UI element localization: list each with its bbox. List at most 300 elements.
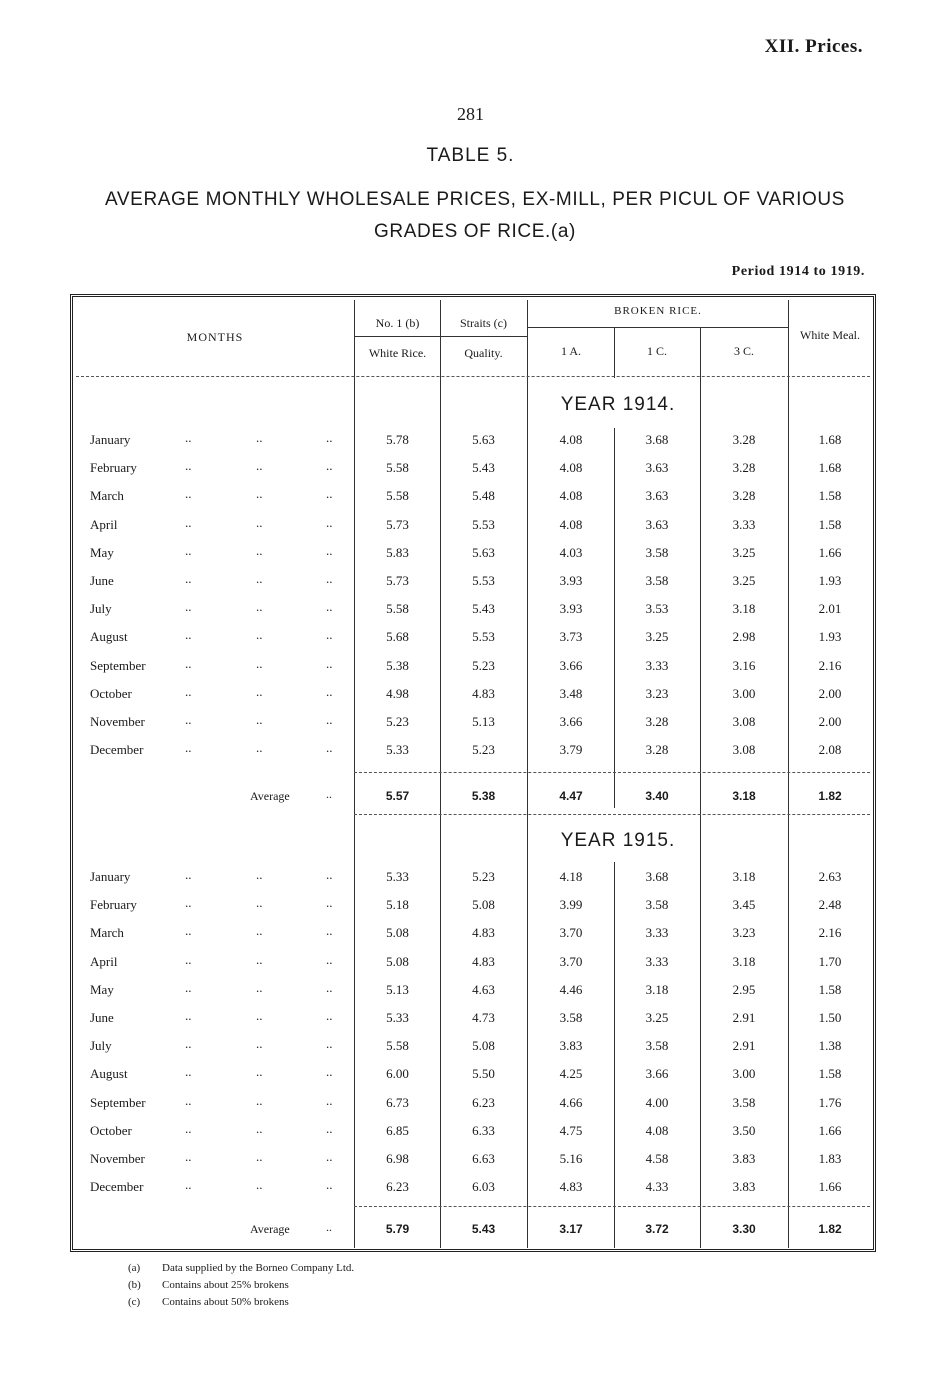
price-cell: 4.66 xyxy=(559,1095,583,1110)
price-cell: 3.16 xyxy=(732,658,756,673)
leader-dots: .. xyxy=(326,1149,333,1164)
average-cell: 5.57 xyxy=(385,789,410,803)
leader-dots: .. xyxy=(326,486,333,501)
month-label: December xyxy=(90,742,144,757)
leader-dots: .. xyxy=(185,571,192,586)
broken-rice-rule xyxy=(527,327,788,328)
price-cell: 1.83 xyxy=(818,1151,842,1166)
leader-dots: .. xyxy=(185,952,192,967)
price-cell: 1.38 xyxy=(818,1038,842,1053)
leader-dots: .. xyxy=(185,867,192,882)
price-cell: 1.66 xyxy=(818,545,842,560)
average-row xyxy=(0,1222,941,1242)
average-cell: 4.47 xyxy=(559,789,583,803)
price-cell: 4.33 xyxy=(645,1179,669,1194)
leader-dots: .. xyxy=(256,543,263,558)
price-cell: 3.68 xyxy=(645,869,669,884)
leader-dots: .. xyxy=(326,1220,332,1234)
price-cell: 6.23 xyxy=(472,1095,495,1110)
price-cell: 4.25 xyxy=(559,1066,583,1081)
price-cell: 3.58 xyxy=(645,1038,669,1053)
price-cell: 5.53 xyxy=(472,573,495,588)
price-cell: 4.73 xyxy=(472,1010,495,1025)
price-cell: 5.23 xyxy=(386,714,409,729)
month-label: August xyxy=(90,1066,128,1081)
page-number: 281 xyxy=(457,104,484,124)
year-heading: YEAR 1914. xyxy=(560,394,676,415)
price-cell: 3.18 xyxy=(645,982,669,997)
price-cell: 1.50 xyxy=(818,1010,842,1025)
average-cell: 3.40 xyxy=(645,789,669,803)
month-label: September xyxy=(90,1095,146,1110)
price-cell: 5.43 xyxy=(472,601,495,616)
price-cell: 5.16 xyxy=(559,1151,583,1166)
price-cell: 2.00 xyxy=(818,714,842,729)
table-row xyxy=(0,925,941,945)
price-cell: 1.66 xyxy=(818,1179,842,1194)
price-cell: 3.28 xyxy=(732,488,756,503)
price-cell: 5.63 xyxy=(472,545,495,560)
leader-dots: .. xyxy=(185,684,192,699)
avg-top-rule xyxy=(354,772,870,773)
price-cell: 3.18 xyxy=(732,869,756,884)
price-cell: 3.83 xyxy=(732,1179,756,1194)
leader-dots: .. xyxy=(256,1093,263,1108)
price-cell: 5.63 xyxy=(472,432,495,447)
leader-dots: .. xyxy=(326,787,332,801)
table-title-line2: GRADES OF RICE.(a) xyxy=(374,221,576,242)
year-heading: YEAR 1915. xyxy=(560,830,676,851)
price-cell: 1.58 xyxy=(818,488,842,503)
price-cell: 4.46 xyxy=(559,982,583,997)
price-cell: 3.93 xyxy=(559,573,583,588)
month-label: October xyxy=(90,686,132,701)
leader-dots: .. xyxy=(185,1149,192,1164)
price-cell: 3.28 xyxy=(645,714,669,729)
table-row xyxy=(0,601,941,621)
leader-dots: .. xyxy=(326,684,333,699)
period-label: Period 1914 to 1919. xyxy=(731,264,865,279)
price-cell: 4.98 xyxy=(386,686,409,701)
table-row xyxy=(0,742,941,762)
price-cell: 5.53 xyxy=(472,517,495,532)
price-cell: 3.28 xyxy=(732,432,756,447)
leader-dots: .. xyxy=(185,627,192,642)
month-label: December xyxy=(90,1179,144,1194)
leader-dots: .. xyxy=(256,712,263,727)
price-cell: 3.58 xyxy=(645,897,669,912)
price-cell: 5.58 xyxy=(386,1038,409,1053)
leader-dots: .. xyxy=(326,895,333,910)
month-label: October xyxy=(90,1123,132,1138)
price-cell: 5.23 xyxy=(472,742,495,757)
price-cell: 3.53 xyxy=(645,601,669,616)
price-cell: 3.08 xyxy=(732,714,756,729)
average-cell: 3.72 xyxy=(645,1222,669,1236)
price-cell: 4.18 xyxy=(559,869,583,884)
table-row xyxy=(0,982,941,1002)
leader-dots: .. xyxy=(256,1149,263,1164)
month-label: July xyxy=(90,1038,112,1053)
price-cell: 3.83 xyxy=(732,1151,756,1166)
price-cell: 3.25 xyxy=(645,629,669,644)
price-cell: 2.16 xyxy=(818,925,842,940)
price-cell: 2.91 xyxy=(732,1010,756,1025)
leader-dots: .. xyxy=(185,980,192,995)
price-cell: 3.45 xyxy=(732,897,756,912)
table-row xyxy=(0,1038,941,1058)
table-row xyxy=(0,545,941,565)
price-cell: 4.08 xyxy=(559,517,583,532)
quality-header: Quality. xyxy=(464,346,503,360)
table-title xyxy=(80,184,870,248)
price-cell: 5.50 xyxy=(472,1066,495,1081)
chapter-heading: XII. Prices. xyxy=(764,36,863,57)
table-row xyxy=(0,488,941,508)
price-cell: 2.63 xyxy=(818,869,842,884)
table-row xyxy=(0,714,941,734)
price-cell: 3.66 xyxy=(559,658,583,673)
average-cell: 3.17 xyxy=(559,1222,583,1236)
price-cell: 5.48 xyxy=(472,488,495,503)
leader-dots: .. xyxy=(256,1177,263,1192)
leader-dots: .. xyxy=(256,895,263,910)
price-cell: 3.33 xyxy=(732,517,756,532)
leader-dots: .. xyxy=(185,515,192,530)
table-row xyxy=(0,517,941,537)
price-cell: 3.70 xyxy=(559,925,583,940)
price-cell: 6.63 xyxy=(472,1151,495,1166)
leader-dots: .. xyxy=(326,430,333,445)
price-cell: 5.78 xyxy=(386,432,409,447)
leader-dots: .. xyxy=(185,1121,192,1136)
broken-1c-header: 1 C. xyxy=(646,344,667,358)
price-cell: 4.03 xyxy=(559,545,583,560)
price-cell: 1.58 xyxy=(818,982,842,997)
leader-dots: .. xyxy=(256,458,263,473)
price-cell: 1.58 xyxy=(818,517,842,532)
price-cell: 4.08 xyxy=(645,1123,669,1138)
price-cell: 3.66 xyxy=(645,1066,669,1081)
average-cell: 3.30 xyxy=(732,1222,756,1236)
price-cell: 3.28 xyxy=(645,742,669,757)
average-cell: 1.82 xyxy=(818,1222,842,1236)
price-cell: 4.08 xyxy=(559,488,583,503)
leader-dots: .. xyxy=(185,656,192,671)
leader-dots: .. xyxy=(256,980,263,995)
leader-dots: .. xyxy=(185,1036,192,1051)
price-cell: 5.33 xyxy=(386,869,409,884)
leader-dots: .. xyxy=(185,1177,192,1192)
month-label: March xyxy=(90,488,124,503)
leader-dots: .. xyxy=(326,1064,333,1079)
price-cell: 3.58 xyxy=(559,1010,583,1025)
average-cell: 3.18 xyxy=(732,789,756,803)
price-cell: 5.08 xyxy=(472,1038,495,1053)
leader-dots: .. xyxy=(326,1121,333,1136)
month-label: July xyxy=(90,601,112,616)
price-cell: 3.18 xyxy=(732,601,756,616)
price-cell: 3.00 xyxy=(732,686,756,701)
month-label: May xyxy=(90,545,114,560)
price-cell: 3.33 xyxy=(645,925,669,940)
price-cell: 5.13 xyxy=(386,982,409,997)
price-cell: 3.70 xyxy=(559,954,583,969)
leader-dots: .. xyxy=(185,543,192,558)
month-label: January xyxy=(90,869,131,884)
leader-dots: .. xyxy=(326,1177,333,1192)
leader-dots: .. xyxy=(185,712,192,727)
price-cell: 6.03 xyxy=(472,1179,495,1194)
leader-dots: .. xyxy=(326,980,333,995)
leader-dots: .. xyxy=(185,1093,192,1108)
table-row xyxy=(0,460,941,480)
table-row xyxy=(0,658,941,678)
price-cell: 6.98 xyxy=(386,1151,409,1166)
average-cell: 5.43 xyxy=(471,1222,496,1236)
price-cell: 3.83 xyxy=(559,1038,583,1053)
price-cell: 1.58 xyxy=(818,1066,842,1081)
month-label: June xyxy=(90,1010,114,1025)
price-cell: 3.99 xyxy=(559,897,583,912)
price-cell: 4.83 xyxy=(472,686,495,701)
price-cell: 3.08 xyxy=(732,742,756,757)
price-cell: 2.16 xyxy=(818,658,842,673)
month-label: June xyxy=(90,573,114,588)
price-cell: 5.18 xyxy=(386,897,409,912)
leader-dots: .. xyxy=(326,712,333,727)
price-cell: 4.63 xyxy=(472,982,495,997)
price-cell: 5.58 xyxy=(386,460,409,475)
price-cell: 3.25 xyxy=(732,573,756,588)
price-cell: 3.58 xyxy=(732,1095,756,1110)
table-row xyxy=(0,869,941,889)
price-cell: 3.50 xyxy=(732,1123,756,1138)
leader-dots: .. xyxy=(185,458,192,473)
leader-dots: .. xyxy=(326,952,333,967)
leader-dots: .. xyxy=(185,740,192,755)
straits-header: Straits (c) xyxy=(460,316,507,330)
leader-dots: .. xyxy=(256,867,263,882)
leader-dots: .. xyxy=(326,656,333,671)
average-cell: 5.38 xyxy=(471,789,496,803)
price-cell: 4.08 xyxy=(559,432,583,447)
price-cell: 1.66 xyxy=(818,1123,842,1138)
price-cell: 5.38 xyxy=(386,658,409,673)
leader-dots: .. xyxy=(256,1008,263,1023)
leader-dots: .. xyxy=(185,1064,192,1079)
average-row xyxy=(0,789,941,809)
leader-dots: .. xyxy=(256,515,263,530)
leader-dots: .. xyxy=(326,740,333,755)
table-row xyxy=(0,432,941,452)
leader-dots: .. xyxy=(256,627,263,642)
price-cell: 1.93 xyxy=(818,573,842,588)
price-cell: 1.93 xyxy=(818,629,842,644)
table-row xyxy=(0,1179,941,1199)
price-cell: 3.58 xyxy=(645,573,669,588)
leader-dots: .. xyxy=(256,952,263,967)
leader-dots: .. xyxy=(256,1121,263,1136)
price-cell: 4.83 xyxy=(559,1179,583,1194)
leader-dots: .. xyxy=(326,515,333,530)
broken-1a-header: 1 A. xyxy=(560,344,581,358)
price-cell: 3.63 xyxy=(645,488,669,503)
price-cell: 1.68 xyxy=(818,432,842,447)
month-label: February xyxy=(90,897,137,912)
leader-dots: .. xyxy=(256,1036,263,1051)
price-cell: 2.01 xyxy=(818,601,842,616)
table-row xyxy=(0,1123,941,1143)
leader-dots: .. xyxy=(256,430,263,445)
month-label: November xyxy=(90,714,145,729)
leader-dots: .. xyxy=(326,1036,333,1051)
price-cell: 3.68 xyxy=(645,432,669,447)
month-label: May xyxy=(90,982,114,997)
leader-dots: .. xyxy=(256,1064,263,1079)
month-label: September xyxy=(90,658,146,673)
price-cell: 3.48 xyxy=(559,686,583,701)
price-cell: 3.23 xyxy=(645,686,669,701)
price-cell: 5.23 xyxy=(472,658,495,673)
price-cell: 1.68 xyxy=(818,460,842,475)
price-cell: 5.08 xyxy=(472,897,495,912)
price-cell: 3.63 xyxy=(645,517,669,532)
table-row xyxy=(0,1010,941,1030)
footnote: (b) Contains about 25% brokens xyxy=(128,1279,289,1291)
leader-dots: .. xyxy=(256,571,263,586)
table-row xyxy=(0,954,941,974)
price-cell: 3.79 xyxy=(559,742,583,757)
price-cell: 3.33 xyxy=(645,954,669,969)
price-cell: 3.33 xyxy=(645,658,669,673)
footnote: (a) Data supplied by the Borneo Company Ltd. xyxy=(128,1262,355,1274)
price-cell: 1.76 xyxy=(818,1095,842,1110)
price-cell: 3.18 xyxy=(732,954,756,969)
price-cell: 5.43 xyxy=(472,460,495,475)
no1-header: No. 1 (b) xyxy=(375,316,420,330)
leader-dots: .. xyxy=(185,895,192,910)
price-cell: 6.33 xyxy=(472,1123,495,1138)
leader-dots: .. xyxy=(326,1093,333,1108)
price-cell: 3.28 xyxy=(732,460,756,475)
price-cell: 5.13 xyxy=(472,714,495,729)
table-row xyxy=(0,1151,941,1171)
leader-dots: .. xyxy=(326,599,333,614)
table-row xyxy=(0,1066,941,1086)
price-cell: 2.98 xyxy=(732,629,756,644)
broken-rice-header: BROKEN RICE. xyxy=(614,305,702,317)
price-cell: 2.95 xyxy=(732,982,756,997)
leader-dots: .. xyxy=(326,923,333,938)
table-row xyxy=(0,629,941,649)
table-row xyxy=(0,897,941,917)
month-label: November xyxy=(90,1151,145,1166)
price-cell: 4.58 xyxy=(645,1151,669,1166)
leader-dots: .. xyxy=(256,599,263,614)
header-bottom-rule xyxy=(76,376,870,377)
leader-dots: .. xyxy=(326,867,333,882)
table-row xyxy=(0,573,941,593)
price-cell: 5.33 xyxy=(386,742,409,757)
price-cell: 4.75 xyxy=(559,1123,583,1138)
price-cell: 2.08 xyxy=(818,742,842,757)
avg-bottom-rule xyxy=(354,814,870,815)
price-cell: 2.48 xyxy=(818,897,842,912)
price-cell: 1.70 xyxy=(818,954,842,969)
price-cell: 5.33 xyxy=(386,1010,409,1025)
price-cell: 3.00 xyxy=(732,1066,756,1081)
leader-dots: .. xyxy=(326,543,333,558)
month-label: March xyxy=(90,925,124,940)
month-label: February xyxy=(90,460,137,475)
price-cell: 5.83 xyxy=(386,545,409,560)
leader-dots: .. xyxy=(185,1008,192,1023)
leader-dots: .. xyxy=(185,923,192,938)
price-cell: 3.66 xyxy=(559,714,583,729)
price-cell: 4.83 xyxy=(472,925,495,940)
leader-dots: .. xyxy=(256,684,263,699)
leader-dots: .. xyxy=(326,627,333,642)
price-cell: 5.08 xyxy=(386,925,409,940)
leader-dots: .. xyxy=(185,430,192,445)
price-cell: 6.23 xyxy=(386,1179,409,1194)
white-meal-header: White Meal. xyxy=(800,328,860,342)
average-cell: 5.79 xyxy=(385,1222,410,1236)
broken-3c-header: 3 C. xyxy=(733,344,754,358)
leader-dots: .. xyxy=(256,486,263,501)
white-rice-header: White Rice. xyxy=(368,346,427,360)
price-cell: 5.58 xyxy=(386,488,409,503)
footnotes xyxy=(128,1260,354,1311)
price-cell: 2.91 xyxy=(732,1038,756,1053)
footnote: (c) Contains about 50% brokens xyxy=(128,1296,289,1308)
price-cell: 5.53 xyxy=(472,629,495,644)
table-row xyxy=(0,686,941,706)
price-cell: 6.73 xyxy=(386,1095,409,1110)
price-cell: 5.23 xyxy=(472,869,495,884)
leader-dots: .. xyxy=(185,599,192,614)
price-cell: 3.93 xyxy=(559,601,583,616)
average-label: Average xyxy=(250,1222,290,1236)
average-cell: 1.82 xyxy=(818,789,842,803)
table-title-line1: AVERAGE MONTHLY WHOLESALE PRICES, EX-MILL, PER PICUL OF VARIOUS xyxy=(105,189,845,210)
month-label: April xyxy=(90,954,118,969)
header-rule xyxy=(354,336,527,337)
price-cell: 3.25 xyxy=(732,545,756,560)
price-cell: 3.58 xyxy=(645,545,669,560)
price-cell: 3.63 xyxy=(645,460,669,475)
leader-dots: .. xyxy=(326,571,333,586)
price-cell: 5.73 xyxy=(386,517,409,532)
price-cell: 3.25 xyxy=(645,1010,669,1025)
price-cell: 4.83 xyxy=(472,954,495,969)
table-row xyxy=(0,1095,941,1115)
price-cell: 5.58 xyxy=(386,601,409,616)
month-label: January xyxy=(90,432,131,447)
leader-dots: .. xyxy=(256,923,263,938)
price-cell: 4.00 xyxy=(645,1095,669,1110)
price-cell: 3.73 xyxy=(559,629,583,644)
month-label: August xyxy=(90,629,128,644)
price-cell: 6.00 xyxy=(386,1066,409,1081)
months-header: MONTHS xyxy=(186,330,244,344)
price-cell: 5.73 xyxy=(386,573,409,588)
price-cell: 2.00 xyxy=(818,686,842,701)
price-cell: 3.23 xyxy=(732,925,756,940)
price-cell: 4.08 xyxy=(559,460,583,475)
average-label: Average xyxy=(250,789,290,803)
